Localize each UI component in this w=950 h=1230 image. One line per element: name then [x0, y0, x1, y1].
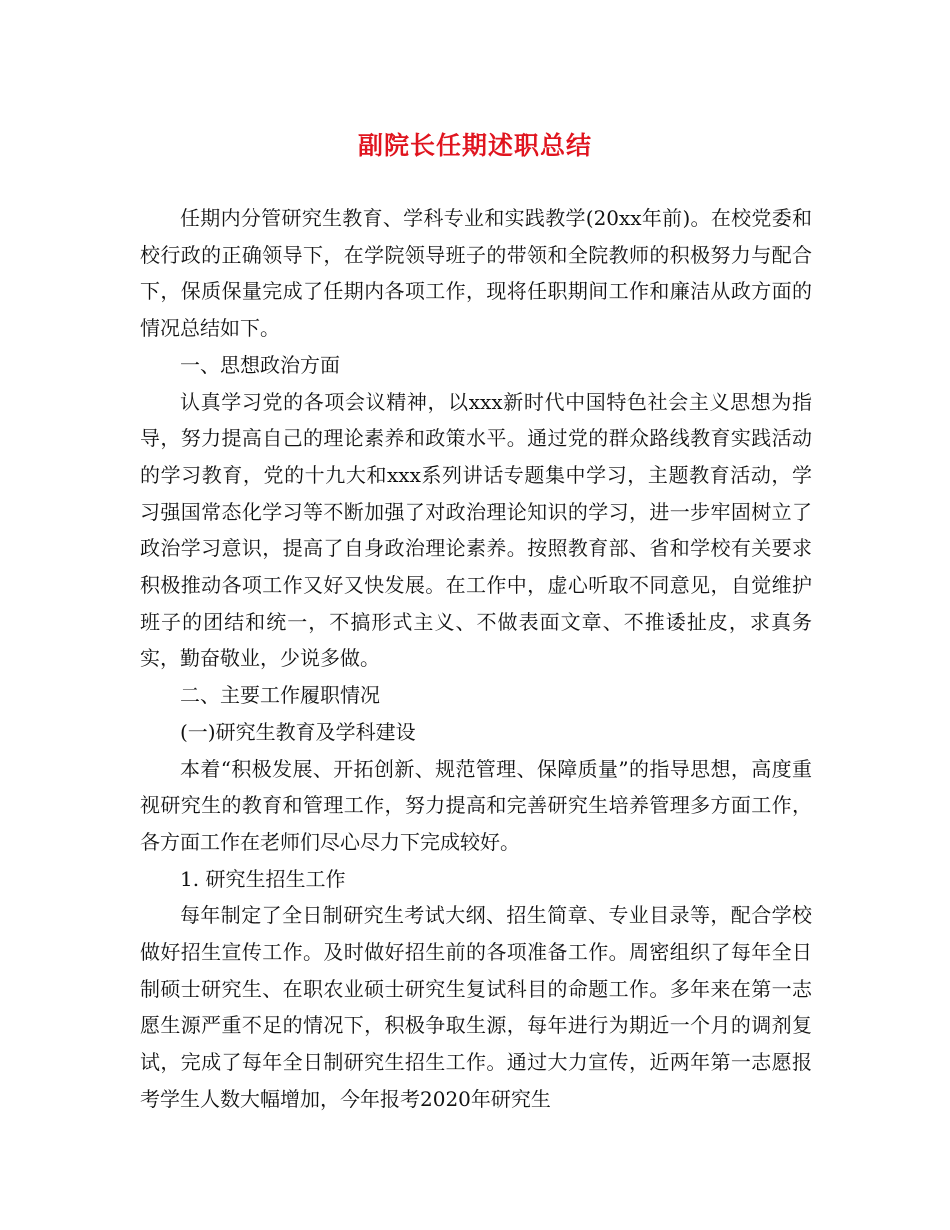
document-title: 副院长任期述职总结: [357, 131, 592, 160]
document-body: [140, 200, 812, 1118]
paragraph-intro: 任期内分管研究生教育、学科专业和实践教学(20xx年前)。在校党委和校行政的正确领导下，在学院领导班子的带领和全院教师的积极努力与配合下，保质保量完成了任期内各项工作，现将任职期间工作和廉洁从政方面的情况总结如下。: [140, 206, 812, 341]
heading-main-work: 二、主要工作履职情况: [180, 683, 380, 708]
heading-ideology: 一、思想政治方面: [180, 352, 340, 377]
subheading-admissions: 1. 研究生招生工作: [180, 866, 346, 891]
subheading-graduate-education: (一)研究生教育及学科建设: [180, 719, 416, 744]
paragraph-graduate-education: 本着“积极发展、开拓创新、规范管理、保障质量”的指导思想，高度重视研究生的教育和管理工作，努力提高和完善研究生培养管理多方面工作，各方面工作在老师们尽心尽力下完成较好。: [140, 756, 812, 854]
paragraph-ideology: 认真学习党的各项会议精神，以xxx新时代中国特色社会主义思想为指导，努力提高自己的理论素养和政策水平。通过党的群众路线教育实践活动的学习教育，党的十九大和xxx系列讲话专题集中学习，主题教育活动，学习强国常态化学习等不断加强了对政治理论知识的学习，进一步牢固树立了政治学习意识，提高了自身政治理论素养。按照教育部、省和学校有关要求积极推动各项工作又好又快发展。在工作中，虚心听取不同意见，自觉维护班子的团结和统一，不搞形式主义、不做表面文章、不推诿扯皮，求真务实，勤奋敬业，少说多做。: [140, 389, 812, 671]
paragraph-admissions: 每年制定了全日制研究生考试大纲、招生简章、专业目录等，配合学校做好招生宣传工作。及时做好招生前的各项准备工作。周密组织了每年全日制硕士研究生、在职农业硕士研究生复试科目的命题工作。多年来在第一志愿生源严重不足的情况下，积极争取生源，每年进行为期近一个月的调剂复试，完成了每年全日制研究生招生工作。通过大力宣传，近两年第一志愿报考学生人数大幅增加，今年报考2020年研究生: [140, 903, 812, 1111]
